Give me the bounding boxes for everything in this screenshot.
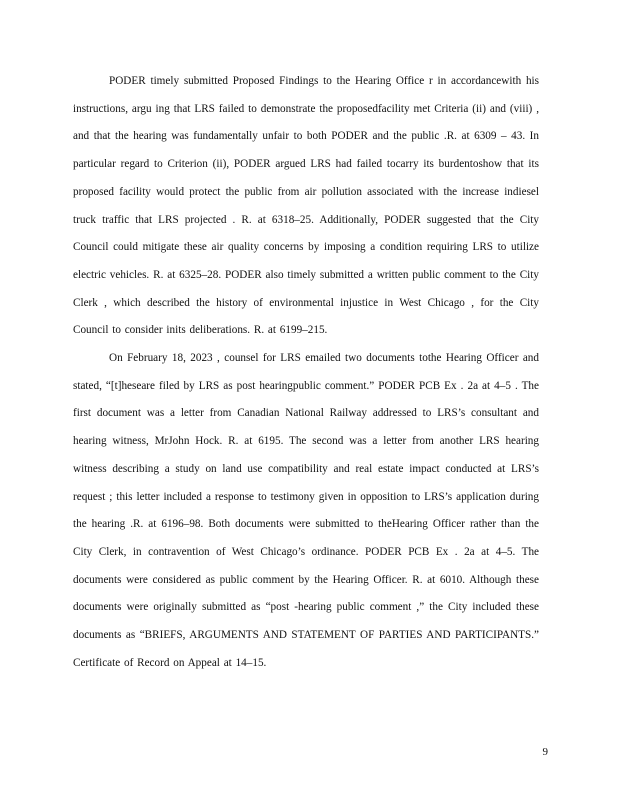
page-number: 9 — [542, 746, 548, 758]
paragraph-proposed-findings: PODER timely submitted Proposed Findings to the Hearing Office r in accordancewith his instructions, argu ing that LRS failed to demonstrate the proposedfacility met Criteria (ii) and (viii) , and that the hearing was fundamentally unfair to both PODER and the public .R. at 6309 – 43. In particular regard to Criterion (ii), PODER argued LRS had failed tocarry its burdentoshow that its proposed facility would protect the public from air pollution associated with the increase indiesel truck traffic that LRS projected . R. at 6318–25. Additionally, PODER suggested that the City Council could mitigate these air quality concerns by imposing a condition requiring LRS to utilize electric vehicles. R. at 6325–28. PODER also timely submitted a written public comment to the City Clerk , which described the history of environmental injustice in West Chicago , for the City Council to consider inits deliberations. R. at 6199–215. — [73, 75, 539, 337]
document-body — [73, 68, 539, 677]
paragraph-post-hearing-documents: On February 18, 2023 , counsel for LRS emailed two documents tothe Hearing Officer and stated, “[t]heseare filed by LRS as post hearingpublic comment.” PODER PCB Ex . 2a at 4–5 . The first document was a letter from Canadian National Railway addressed to LRS’s consultant and hearing witness, MrJohn Hock. R. at 6195. The second was a letter from another LRS hearing witness describing a study on land use compatibility and real estate impact conducted at LRS’s request ; this letter included a response to testimony given in opposition to LRS’s application during the hearing .R. at 6196–98. Both documents were submitted to theHearing Officer rather than the City Clerk, in contravention of West Chicago’s ordinance. PODER PCB Ex . 2a at 4–5. The documents were considered as public comment by the Hearing Officer. R. at 6010. Although these documents were originally submitted as “post -hearing public comment ,” the City included these documents as “BRIEFS, ARGUMENTS AND STATEMENT OF PARTIES AND PARTICIPANTS.” Certificate of Record on Appeal at 14–15. — [73, 352, 539, 669]
